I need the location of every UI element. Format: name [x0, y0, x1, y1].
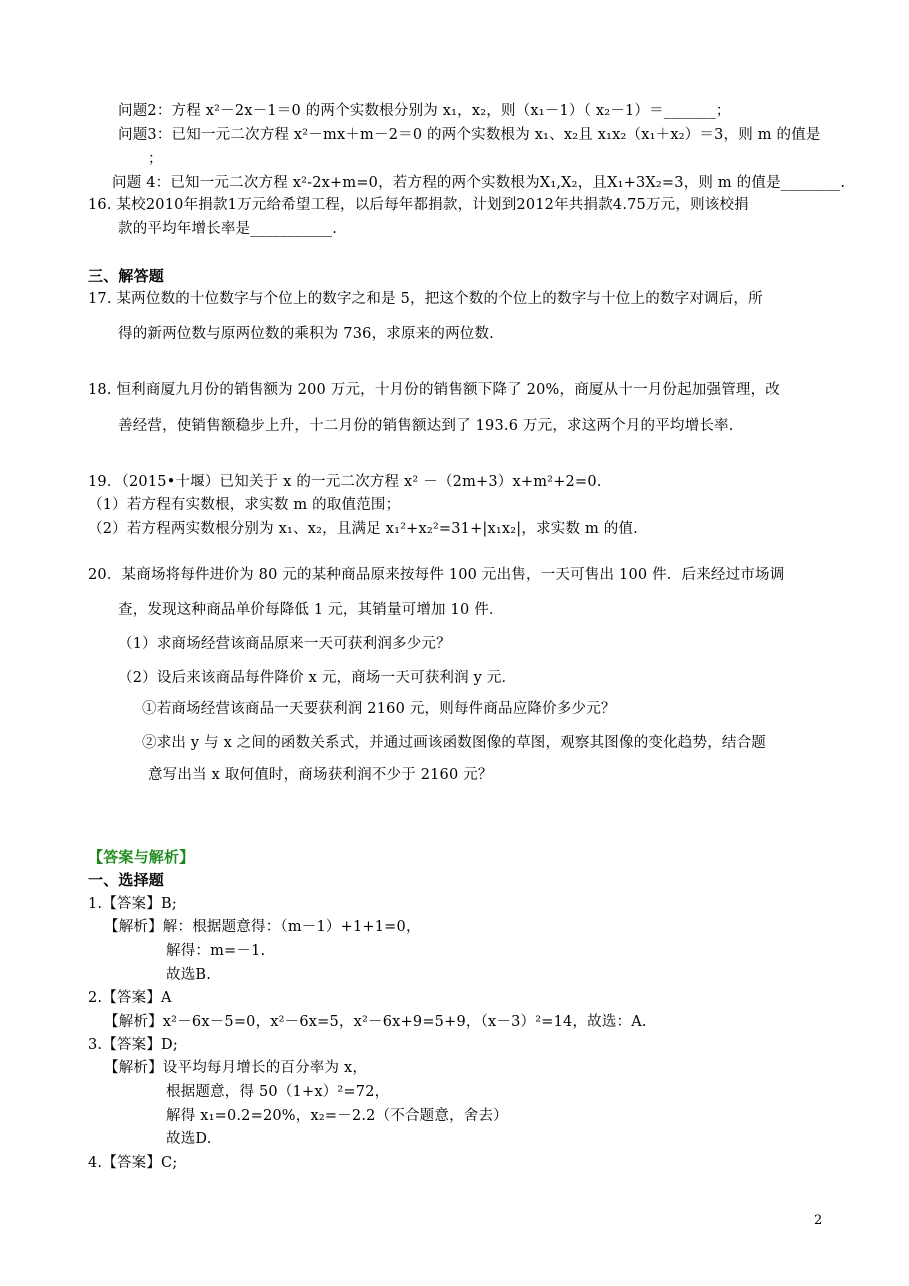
section-heading-choice: 一、选择题	[88, 871, 165, 889]
analysis-1-line-3: 故选B.	[166, 967, 212, 983]
section-heading-answers: 三、解答题	[88, 267, 165, 285]
question-19-part-1: （1）若方程有实数根，求实数 m 的取值范围；	[88, 497, 401, 513]
analysis-3-line-3: 解得 x₁=0.2=20%，x₂=－2.2（不合题意，舍去）	[166, 1108, 508, 1124]
question-20-part-1: （1）求商场经营该商品原来一天可获利润多少元？	[118, 636, 451, 652]
analysis-2-line-1: 【解析】x²－6x－5=0，x²－6x=5，x²－6x+9=5+9，（x－3）²=14，故选：A.	[104, 1014, 647, 1030]
question-20-line: 20．某商场将每件进价为 80 元的某种商品原来按每件 100 元出售，一天可售出 100 件．后来经过市场调	[88, 567, 785, 583]
answer-4: 4.【答案】C;	[88, 1155, 178, 1171]
question-3-line: 问题3：已知一元二次方程 x²－mx＋m－2＝0 的两个实数根为 x₁、x₂且 x₁x₂（x₁＋x₂）＝3，则 m 的值是	[118, 127, 821, 143]
question-16-line-cont: 款的平均年增长率是___________.	[118, 221, 338, 237]
question-20-sub-1: ①若商场经营该商品一天要获利润 2160 元，则每件商品应降价多少元？	[142, 701, 616, 717]
analysis-3-line-4: 故选D.	[166, 1131, 212, 1147]
page-number: 2	[814, 1213, 823, 1228]
answer-analysis-heading: 【答案与解析】	[88, 848, 195, 866]
analysis-1-line-2: 解得：m=－1.	[166, 943, 266, 959]
question-16-line: 16. 某校2010年捐款1万元给希望工程，以后每年都捐款，计划到2012年共捐款4.75万元，则该校捐	[88, 197, 749, 213]
answer-2: 2.【答案】A	[88, 990, 172, 1006]
question-20-part-2: （2）设后来该商品每件降价 x 元，商场一天可获利润 y 元．	[118, 670, 517, 686]
analysis-3-line-1: 【解析】设平均每月增长的百分率为 x，	[104, 1060, 368, 1076]
question-18-line: 18. 恒利商厦九月份的销售额为 200 万元，十月份的销售额下降了 20%，商厦从十一月份起加强管理，改	[88, 382, 780, 398]
question-3-line-cont: ；	[148, 151, 163, 167]
answer-1: 1.【答案】B;	[88, 896, 177, 912]
question-20-sub-2-cont: 意写出当 x 取何值时，商场获利润不少于 2160 元？	[148, 767, 493, 783]
question-17-line: 17. 某两位数的十位数字与个位上的数字之和是 5，把这个数的个位上的数字与十位上的数字对调后，所	[88, 291, 763, 307]
question-4-line: 问题 4：已知一元二次方程 x²-2x+m=0，若方程的两个实数根为X₁,X₂，且X₁+3X₂=3，则 m 的值是________.	[112, 175, 846, 191]
question-20-line-cont: 查，发现这种商品单价每降低 1 元，其销量可增加 10 件．	[118, 602, 504, 618]
question-20-sub-2: ②求出 y 与 x 之间的函数关系式，并通过画该函数图像的草图，观察其图像的变化趋势，结合题	[142, 735, 767, 751]
question-2-line: 问题2：方程 x²－2x－1＝0 的两个实数根分别为 x₁，x₂，则（x₁－1）（ x₂－1）＝_______；	[118, 103, 731, 119]
question-19-line: 19．（2015•十堰）已知关于 x 的一元二次方程 x² －（2m+3）x+m²+2=0.	[88, 474, 602, 490]
analysis-1-line-1: 【解析】解：根据题意得：（m－1）+1+1=0，	[104, 919, 421, 935]
question-18-line-cont: 善经营，使销售额稳步上升，十二月份的销售额达到了 193.6 万元，求这两个月的平均增长率.	[118, 418, 734, 434]
question-17-line-cont: 得的新两位数与原两位数的乘积为 736，求原来的两位数.	[118, 326, 494, 342]
analysis-3-line-2: 根据题意，得 50（1+x）²=72，	[166, 1084, 390, 1100]
question-19-part-2: （2）若方程两实数根分别为 x₁、x₂，且满足 x₁²+x₂²=31+|x₁x₂|，求实数 m 的值.	[88, 521, 638, 537]
answer-3: 3.【答案】D;	[88, 1037, 178, 1053]
